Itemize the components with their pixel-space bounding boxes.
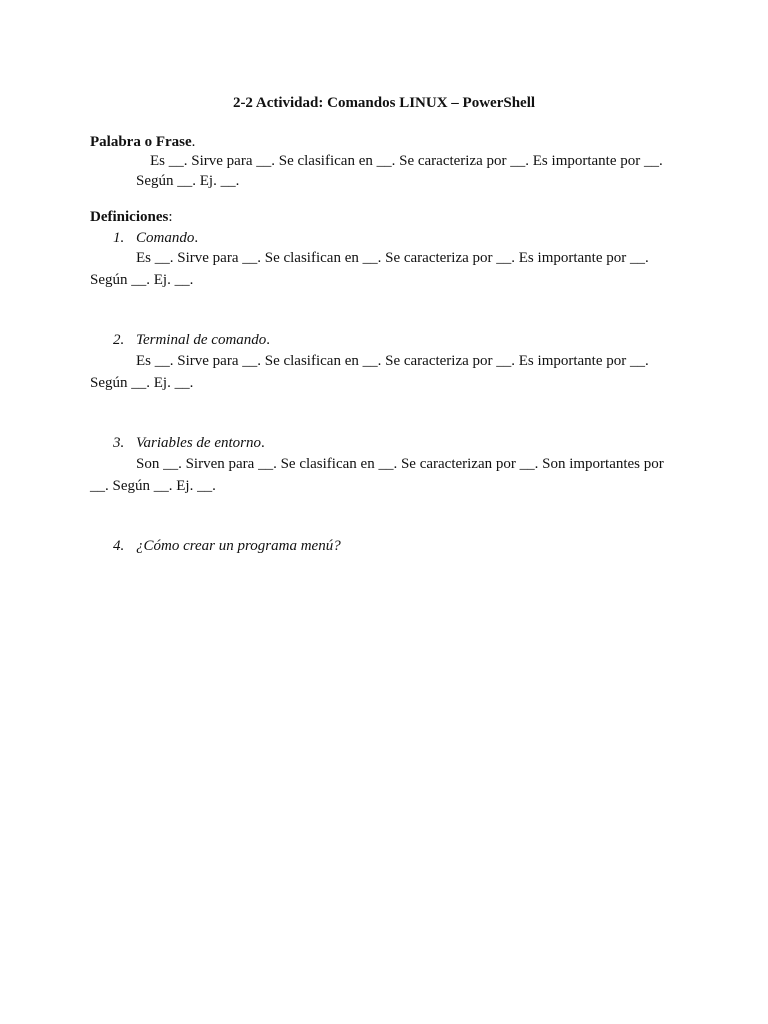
item-2-title-punct: . xyxy=(266,332,271,348)
item-3-title xyxy=(136,433,265,453)
definiciones-heading xyxy=(90,207,173,227)
item-3-title-punct: . xyxy=(261,435,265,451)
palabra-heading xyxy=(90,132,195,152)
item-2-line-1: Es __. Sirve para __. Se clasifican en __. Se caracteriza por __. Es importante por __. xyxy=(136,353,649,369)
definiciones-heading-punct: : xyxy=(168,209,173,225)
item-4-number: 4. xyxy=(113,538,125,554)
item-2-title xyxy=(136,330,270,350)
palabra-line-1: Es __. Sirve para __. Se clasifican en __. Se caracteriza por __. Es importante por __. xyxy=(150,153,663,169)
item-1-title xyxy=(136,228,198,248)
document-title: 2-2 Actividad: Comandos LINUX – PowerShell xyxy=(232,95,536,111)
palabra-line-2: Según __. Ej. __. xyxy=(136,173,240,189)
item-4-title-text: ¿Cómo crear un programa menú? xyxy=(136,538,341,554)
definiciones-heading-text: Definiciones xyxy=(90,209,169,225)
item-1-line-1: Es __. Sirve para __. Se clasifican en __. Se caracteriza por __. Es importante por __. xyxy=(136,250,649,266)
item-3-title-text: Variables de entorno xyxy=(136,435,261,451)
item-3-number: 3. xyxy=(113,435,125,451)
item-2-title-text: Terminal de comando xyxy=(136,332,267,348)
item-1-number: 1. xyxy=(113,230,125,246)
item-3-line-1: Son __. Sirven para __. Se clasifican en __. Se caracterizan por __. Son importantes por xyxy=(136,456,664,472)
item-1-title-text: Comando xyxy=(136,230,195,246)
palabra-heading-punct: . xyxy=(191,134,196,150)
item-2-number: 2. xyxy=(113,332,125,348)
item-1-line-2: Según __. Ej. __. xyxy=(90,272,194,288)
palabra-heading-text: Palabra o Frase xyxy=(90,134,192,150)
item-2-line-2: Según __. Ej. __. xyxy=(90,375,194,391)
item-4-title xyxy=(136,536,341,556)
item-1-title-punct: . xyxy=(194,230,199,246)
item-3-line-2: __. Según __. Ej. __. xyxy=(90,478,216,494)
